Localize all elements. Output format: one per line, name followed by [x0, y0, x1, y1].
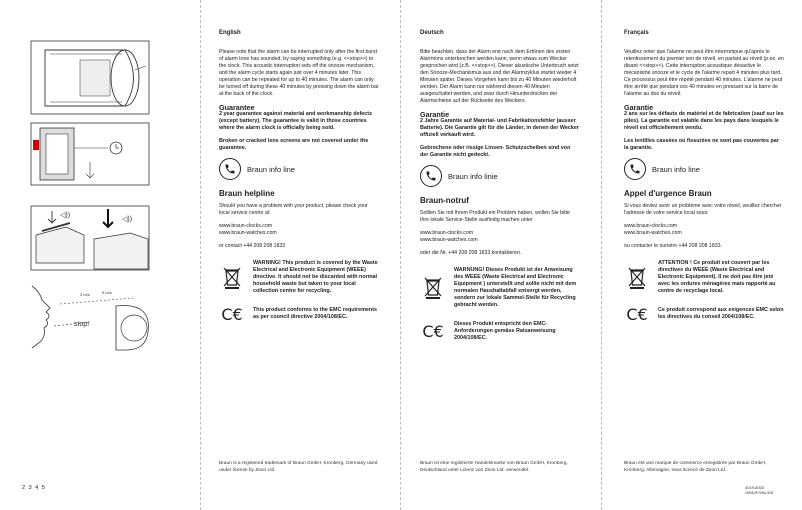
url-watches[interactable]: www.braun-watches.com: [219, 230, 277, 236]
guarantee-text: 2 year guarantee against material and workmanship defects (except battery). The guarantee is valid in those countries where the alarm clock is officially being sold.: [219, 111, 373, 131]
footer-english: Braun is a registered trademark of Braun GmbH, Kronberg, Germany used under license by Zeon Ltd: [219, 461, 378, 473]
contact-text: ou contacter le numéro +44 208 208 1833.: [624, 243, 722, 249]
url-clocks[interactable]: www.braun-clocks.com: [420, 230, 474, 236]
emc-block: [420, 321, 580, 342]
info-line: [219, 158, 379, 180]
url-watches[interactable]: www.braun-watches.com: [420, 237, 478, 243]
fold-line: [400, 0, 401, 510]
lens-text: Broken or cracked lens screens are not covered under the guarantee.: [219, 138, 369, 151]
clock-press-illustration: [30, 205, 150, 271]
emc-text: This product conforms to the EMC requirements as per council directive 2004/108/EC.: [253, 307, 377, 320]
helpline-text: Should you have a problem with your product, please check your local service centre at:: [219, 203, 368, 216]
lens-text: Les lentilles cassées ou fissurées ne sont pas couvertes par la garantie.: [624, 138, 779, 151]
language-heading: Deutsch: [420, 30, 444, 36]
emc-text: Dieses Produkt entspricht den EMC-Anforderungen gemäss Ratsanweisung 2004/108/EC.: [454, 321, 556, 341]
weee-block: [624, 260, 784, 295]
phone-icon: [420, 165, 442, 187]
helpline-text: Sollten Sie mit Ihrem Produkt ein Problem haben, wollen Sie bitte Ihre lokale Service-Stelle ausfindig machen unter: [420, 210, 570, 223]
weee-text: WARNING! This product is covered by the Waste Electrical and Electronic Equipment (WEEE) directive. It should not be discarded with normal household waste but taken to your local collection centre for recycling.: [253, 260, 378, 294]
info-line-label: Braun info line: [247, 164, 295, 174]
phone-icon: [624, 158, 646, 180]
guarantee-text: 2 ans sur les défauts de matériel et de fabrication (sauf sur les piles). La garantie est valable dans les pays dans lesquels le réveil est officiellement vendu.: [624, 111, 784, 131]
info-line: [420, 165, 580, 187]
voice-stop-illustration: [30, 282, 150, 352]
weee-block: [219, 260, 379, 295]
weee-block: [420, 267, 580, 309]
weee-bin-icon: [624, 260, 650, 295]
column-english: [219, 30, 379, 333]
helpline-title: Braun-notruf: [420, 196, 469, 205]
intro-text: Bitte beachten, dass der Alarm erst nach dem Ertönen des ersten Alarmtons unterbrochen werden kann, wenn etwas zum Wecker gesprochen wird (z.B. <<stop>>). Dieser akustische Unterbruch setzt den Snooze-Mechanismus aus und der Alarmzyklus startet wieder 4 Minuten später. Dieses Vorgehen kann bis zu 40 Minuten wiederholt werden. Der Alarm kann nur während diesen 40 Minuten ausgeschaltet werden, und zwar durch Hinunterdrücken der Alarmschiene auf der Rückseite des Weckers.: [420, 49, 579, 104]
info-line: [624, 158, 784, 180]
distance-label: 5 m/s: [102, 290, 112, 295]
clock-back-illustration: [30, 122, 150, 186]
clock-side-illustration: [30, 40, 150, 115]
ce-mark-icon: C€: [626, 304, 648, 324]
intro-text: Please note that the alarm can be interrupted only after the first burst of alarm tone has sounded, by saying something (e.g. <<stop>>) to the clock. This acoustic interruption sets off the snooze mechanism, and the alarm cycle starts again just over 4 minutes later. This operation can be repeated for up to 40 minutes. The alarm can only be turned off during these 40 minutes by pressing down the alarm bar at the back of the clock.: [219, 49, 379, 97]
svg-text:◁)): ◁)): [60, 212, 71, 219]
column-german: [420, 30, 580, 354]
lens-text: Gebrochene oder rissige Linsen- Schutzscheiben sind von der Garantie nicht gedeckt.: [420, 145, 571, 158]
phone-icon: [219, 158, 241, 180]
url-watches[interactable]: www.braun-watches.com: [624, 230, 682, 236]
ce-mark-icon: C€: [422, 322, 444, 341]
distance-label: 3 m/s: [80, 292, 90, 297]
info-line-label: Braun info linie: [448, 171, 498, 181]
fold-line: [601, 0, 602, 510]
weee-text: ATTENTION ! Ce produit est couvert par les directives du WEEE (Waste Electrical and Electronic Equipment). Il ne doit pas être jeté avec les ordures ménagères mais rapporté au centre de recyclage local.: [658, 260, 776, 294]
guarantee-title: Garantie: [420, 110, 450, 119]
emc-block: [219, 304, 379, 324]
guarantee-title: Guarantee: [219, 103, 255, 112]
weee-bin-icon: [420, 267, 446, 309]
svg-text:◁)): ◁)): [122, 216, 133, 223]
stop-label: stop!: [74, 321, 90, 328]
language-heading: Français: [624, 30, 649, 36]
url-clocks[interactable]: www.braun-clocks.com: [624, 223, 678, 229]
weee-bin-icon: [219, 260, 245, 295]
helpline-text: Si vous deviez avoir un problème avec votre réveil, veuillez chercher l'adresse de votre service local sous:: [624, 203, 782, 216]
column-french: [624, 30, 784, 333]
helpline-title: Appel d'urgence Braun: [624, 189, 712, 198]
footer-french: Braun est une marque de commerce enregistrée par Braun GmbH, Kronberg, Allemagne, sous licence de Zeon Ltd.: [624, 461, 767, 473]
helpline-title: Braun helpline: [219, 189, 275, 198]
fold-line: [200, 0, 201, 510]
url-clocks[interactable]: www.braun-clocks.com: [219, 223, 273, 229]
contact-text: or contact +44 208 208 1833: [219, 243, 286, 249]
language-heading: English: [219, 30, 241, 36]
ce-mark-icon: C€: [221, 304, 243, 324]
weee-text: WARNUNG! Dieses Produkt ist der Anweisung des WEEE (Waste Electrical and Electronic Equipment ) unterstellt und sollte nicht mit dem normalen Haushaltabfall entsorgt werden, sondern zur lokale Sammel-Stelle für Recycling gebracht werden.: [454, 267, 577, 308]
doc-code: 4019-8003 GB/D/F/I/NL/DK: [745, 485, 774, 495]
emc-block: [624, 304, 784, 324]
info-line-label: Braun info line: [652, 164, 700, 174]
emc-text: Ce produit correspond aux exigences EMC selon les directives du conseil 2004/108/EC.: [658, 307, 784, 320]
guarantee-text: 2 Jahre Garantie auf Material- und Fabrikationsfehler (ausser Batterie). Die Garantie gilt für die Länder, in denen der Wecker offiziell verkauft wird.: [420, 118, 579, 138]
footer-german: Braun ist eine registrierte Handelsmarke von Braun GmbH, Kronberg, Deutschland unter Lizenz von Zeon Ltd. verwendet.: [420, 461, 568, 473]
page-number: 2 3 4 5: [22, 485, 46, 491]
intro-text: Veuillez noter que l'alarme ne peut être interrompue qu'après le retentissement du premier son de réveil, en parlant au réveil (p.ex. en disant <<stop>>). Cette interruption acoustique désactive le mécanisme snooze et le cycle de l'alarme repart 4 minutes plus tard. Ce processus peut être répété pendant 40 minutes. L'alarme ne peut être arrêté que pendant ces 40 minutes en pressant sur la barre de l'alarme au dos du réveil.: [624, 49, 784, 97]
guarantee-title: Garantie: [624, 103, 654, 112]
contact-text: oder die Nr. +44 208 208 1833 kontaktieren.: [420, 250, 522, 256]
